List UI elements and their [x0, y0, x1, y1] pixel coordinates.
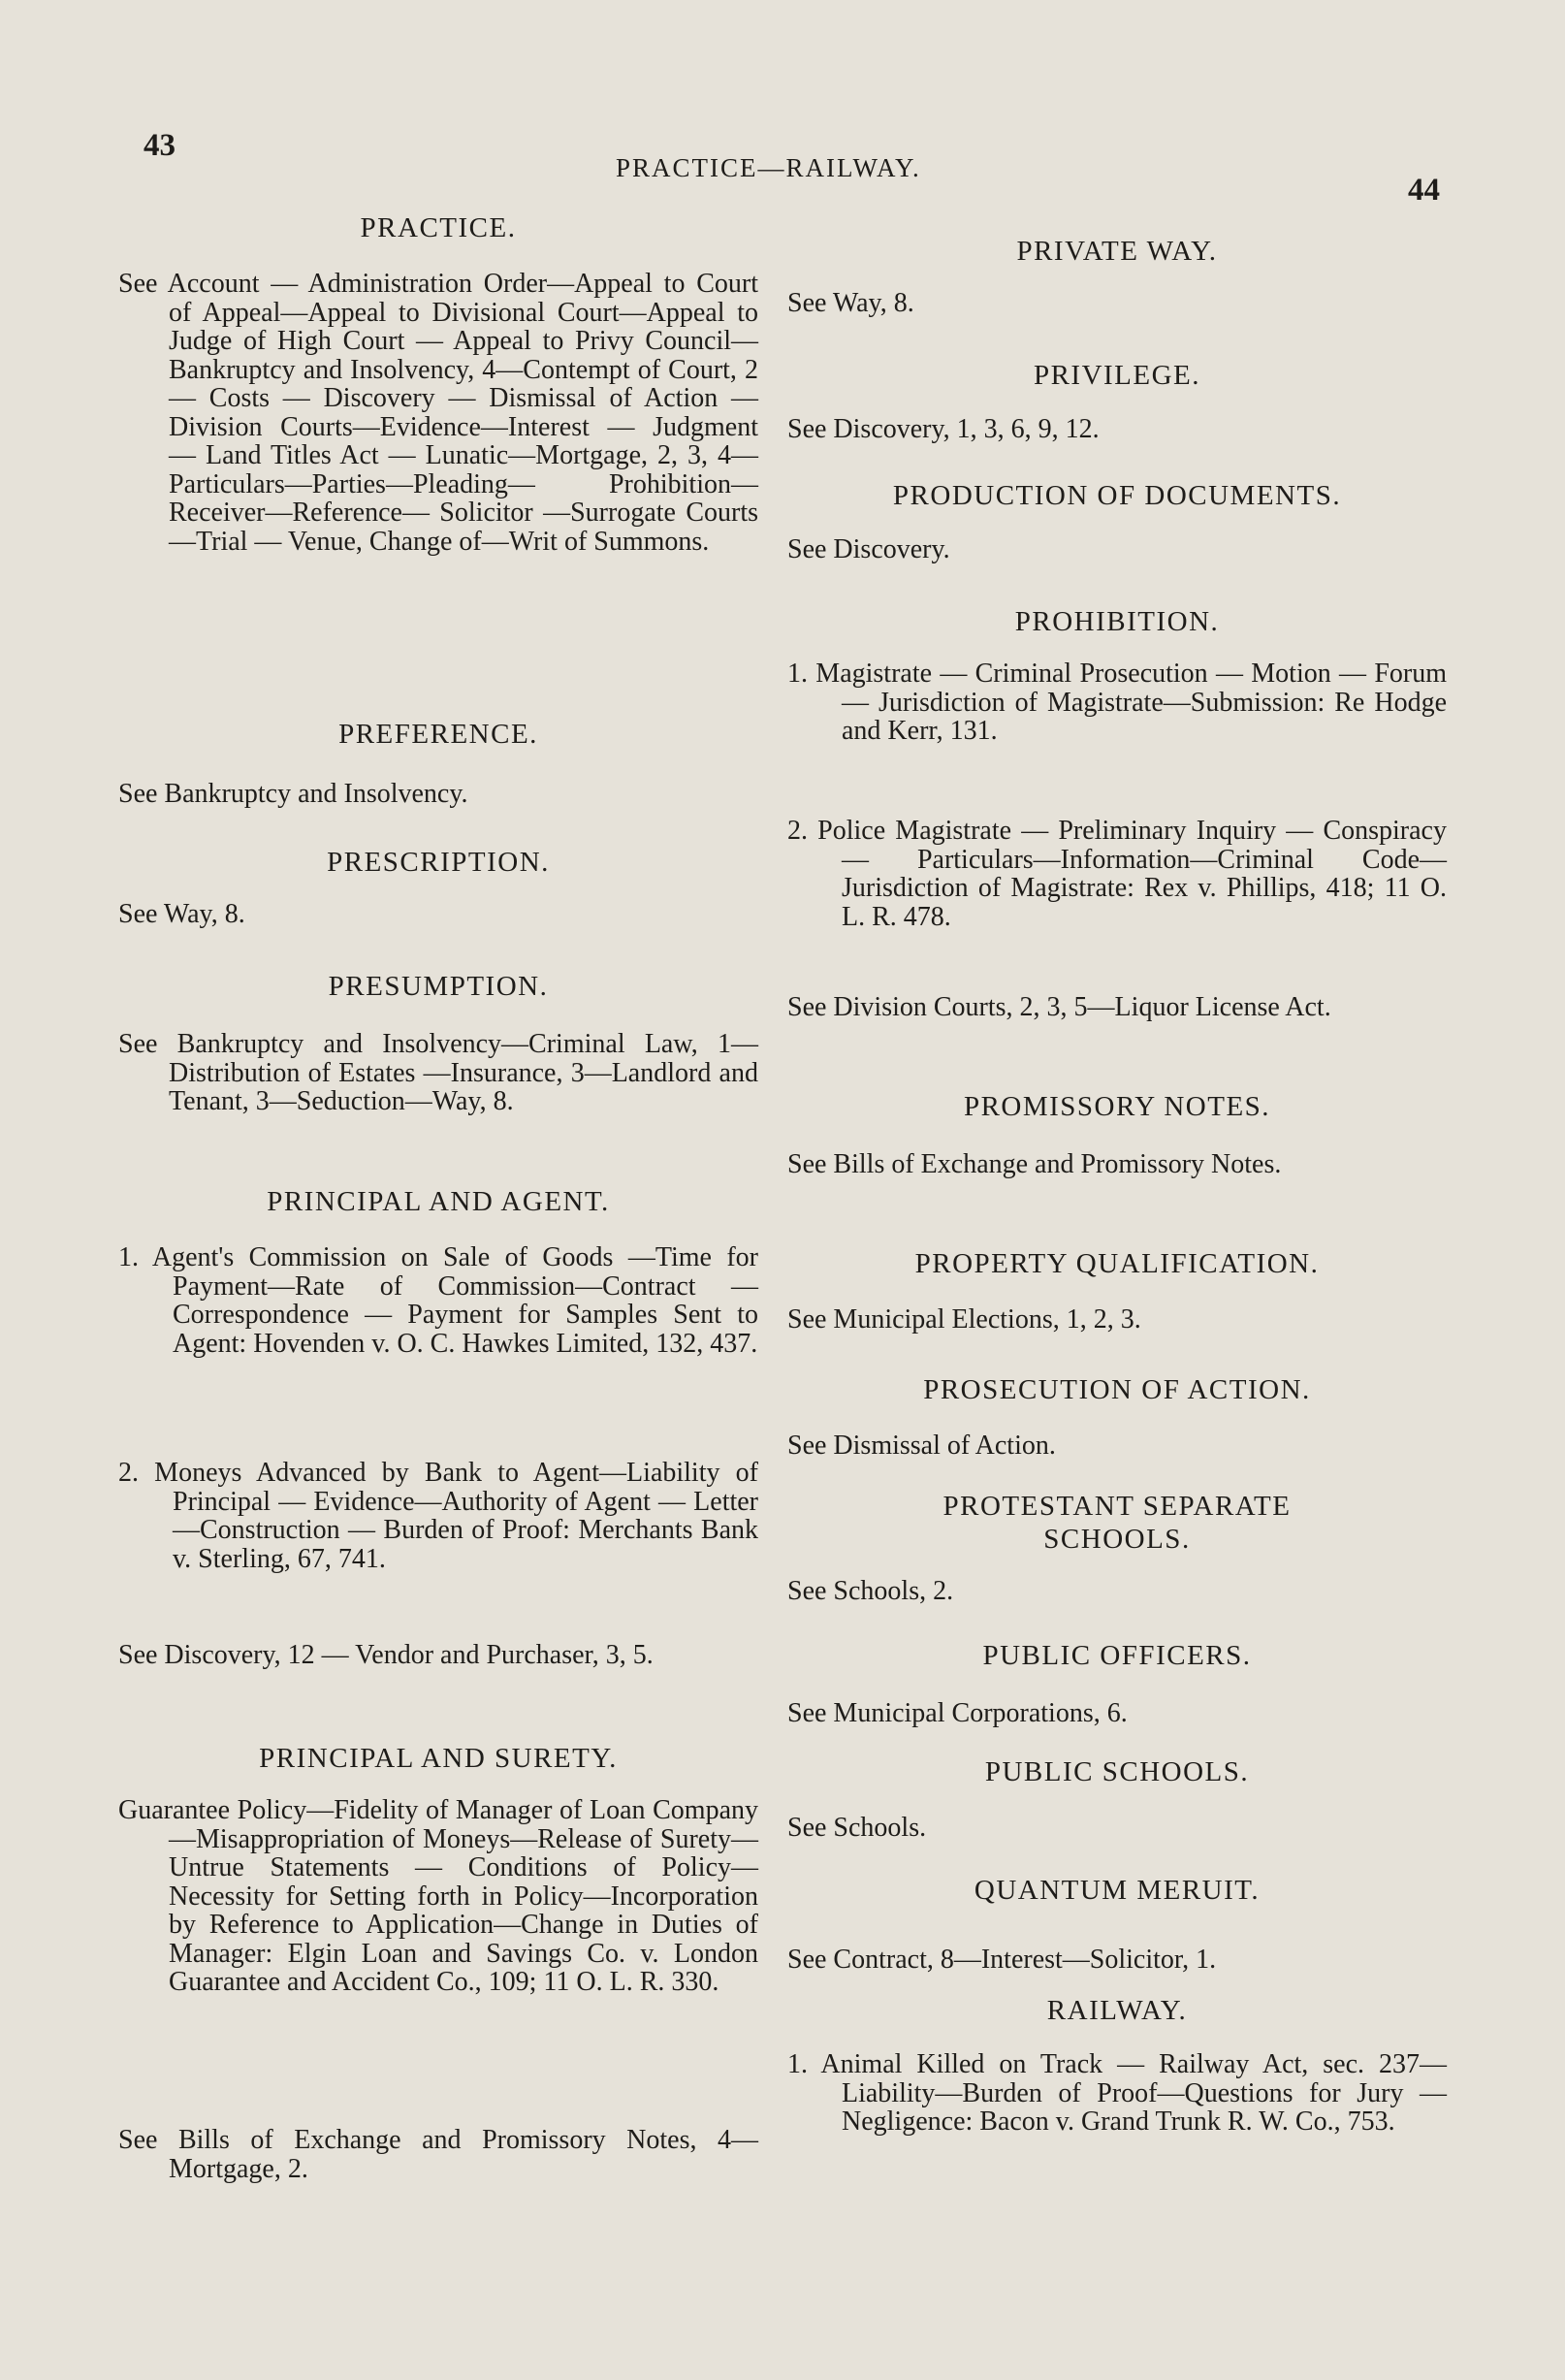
index-entry: See Contract, 8—Interest—Solicitor, 1.: [787, 1945, 1217, 1975]
index-entry: See Way, 8.: [118, 899, 245, 929]
right-page-number: 44: [1408, 173, 1440, 208]
index-heading: PRIVILEGE.: [1033, 360, 1201, 391]
index-heading: PROSECUTION OF ACTION.: [923, 1374, 1311, 1405]
index-heading: PRODUCTION OF DOCUMENTS.: [892, 480, 1342, 511]
index-heading: PUBLIC SCHOOLS.: [984, 1756, 1250, 1787]
index-entry: See Discovery, 1, 3, 6, 9, 12.: [787, 414, 1100, 444]
index-entry: See Discovery.: [787, 534, 950, 564]
index-entry: See Municipal Elections, 1, 2, 3.: [787, 1304, 1141, 1335]
index-entry: 1. Animal Killed on Track — Railway Act, sec. 237—Liability—Burden of Proof—Questions for Jury — Negligence: Bacon v. Grand Trunk R. W. Co., 753.: [787, 2049, 1447, 2137]
index-heading: PROMISSORY NOTES.: [963, 1091, 1271, 1122]
index-heading: QUANTUM MERUIT.: [974, 1875, 1261, 1906]
index-heading: PROTESTANT SEPARATE SCHOOLS.: [942, 1491, 1292, 1555]
index-heading: PRINCIPAL AND AGENT.: [267, 1186, 610, 1217]
index-entry: See Bills of Exchange and Promissory Notes.: [787, 1149, 1282, 1179]
index-entry: 1. Magistrate — Criminal Prosecution — Motion — Forum — Jurisdiction of Magistrate—Submission: Re Hodge and Kerr, 131.: [787, 659, 1447, 746]
left-page-number: 43: [144, 128, 176, 163]
index-entry: See Bills of Exchange and Promissory Notes, 4—Mortgage, 2.: [118, 2125, 758, 2184]
index-heading: PRESCRIPTION.: [327, 847, 550, 878]
index-entry: See Division Courts, 2, 3, 5—Liquor License Act.: [787, 992, 1331, 1022]
index-entry: See Account — Administration Order—Appeal to Court of Appeal—Appeal to Divisional Court—Appeal to Judge of High Court — Appeal to Privy Council—Bankruptcy and Insolvency, 4—Contempt of Court, 2 — Costs — Discovery — Dismissal of Action — Division Courts—Evidence—Interest — Judgment — Land Titles Act — Lunatic—Mortgage, 2, 3, 4—Particulars—Parties—Pleading— Prohibition—Receiver—Reference— Solicitor —Surrogate Courts—Trial — Venue, Change of—Writ of Summons.: [118, 269, 758, 557]
index-heading: PRESUMPTION.: [328, 971, 549, 1002]
index-entry: See Schools.: [787, 1813, 927, 1843]
index-heading: PROHIBITION.: [1014, 606, 1220, 637]
index-entry: See Way, 8.: [787, 288, 914, 318]
index-heading: RAILWAY.: [1046, 1995, 1188, 2026]
index-heading: PRIVATE WAY.: [1016, 236, 1218, 267]
index-entry: 2. Police Magistrate — Preliminary Inquiry — Conspiracy — Particulars—Information—Criminal Code—Jurisdiction of Magistrate: Rex v. Phillips, 418; 11 O. L. R. 478.: [787, 816, 1447, 932]
index-heading: PRACTICE.: [360, 212, 517, 243]
index-entry: See Municipal Corporations, 6.: [787, 1698, 1128, 1728]
index-entry: See Schools, 2.: [787, 1576, 954, 1606]
index-heading: PUBLIC OFFICERS.: [982, 1640, 1252, 1671]
index-entry: See Bankruptcy and Insolvency.: [118, 779, 468, 809]
index-heading: PREFERENCE.: [338, 719, 538, 750]
index-entry: See Bankruptcy and Insolvency—Criminal Law, 1—Distribution of Estates —Insurance, 3—Landlord and Tenant, 3—Seduction—Way, 8.: [118, 1029, 758, 1116]
index-heading: PROPERTY QUALIFICATION.: [914, 1248, 1320, 1279]
index-entry: 1. Agent's Commission on Sale of Goods —Time for Payment—Rate of Commission—Contract — Correspondence — Payment for Samples Sent to Agent: Hovenden v. O. C. Hawkes Limited, 132, 437.: [118, 1242, 758, 1359]
index-entry: 2. Moneys Advanced by Bank to Agent—Liability of Principal — Evidence—Authority of Agent — Letter—Construction — Burden of Proof: Merchants Bank v. Sterling, 67, 741.: [118, 1458, 758, 1574]
index-entry: Guarantee Policy—Fidelity of Manager of Loan Company—Misappropriation of Moneys—Release of Surety—Untrue Statements — Conditions of Policy—Necessity for Setting forth in Policy—Incorporation by Reference to Application—Change in Duties of Manager: Elgin Loan and Savings Co. v. London Guarantee and Accident Co., 109; 11 O. L. R. 330.: [118, 1795, 758, 1997]
index-heading: PRINCIPAL AND SURETY.: [259, 1743, 618, 1774]
index-entry: See Dismissal of Action.: [787, 1431, 1056, 1461]
index-entry: See Discovery, 12 — Vendor and Purchaser, 3, 5.: [118, 1640, 654, 1670]
running-title: PRACTICE—RAILWAY.: [616, 153, 921, 182]
